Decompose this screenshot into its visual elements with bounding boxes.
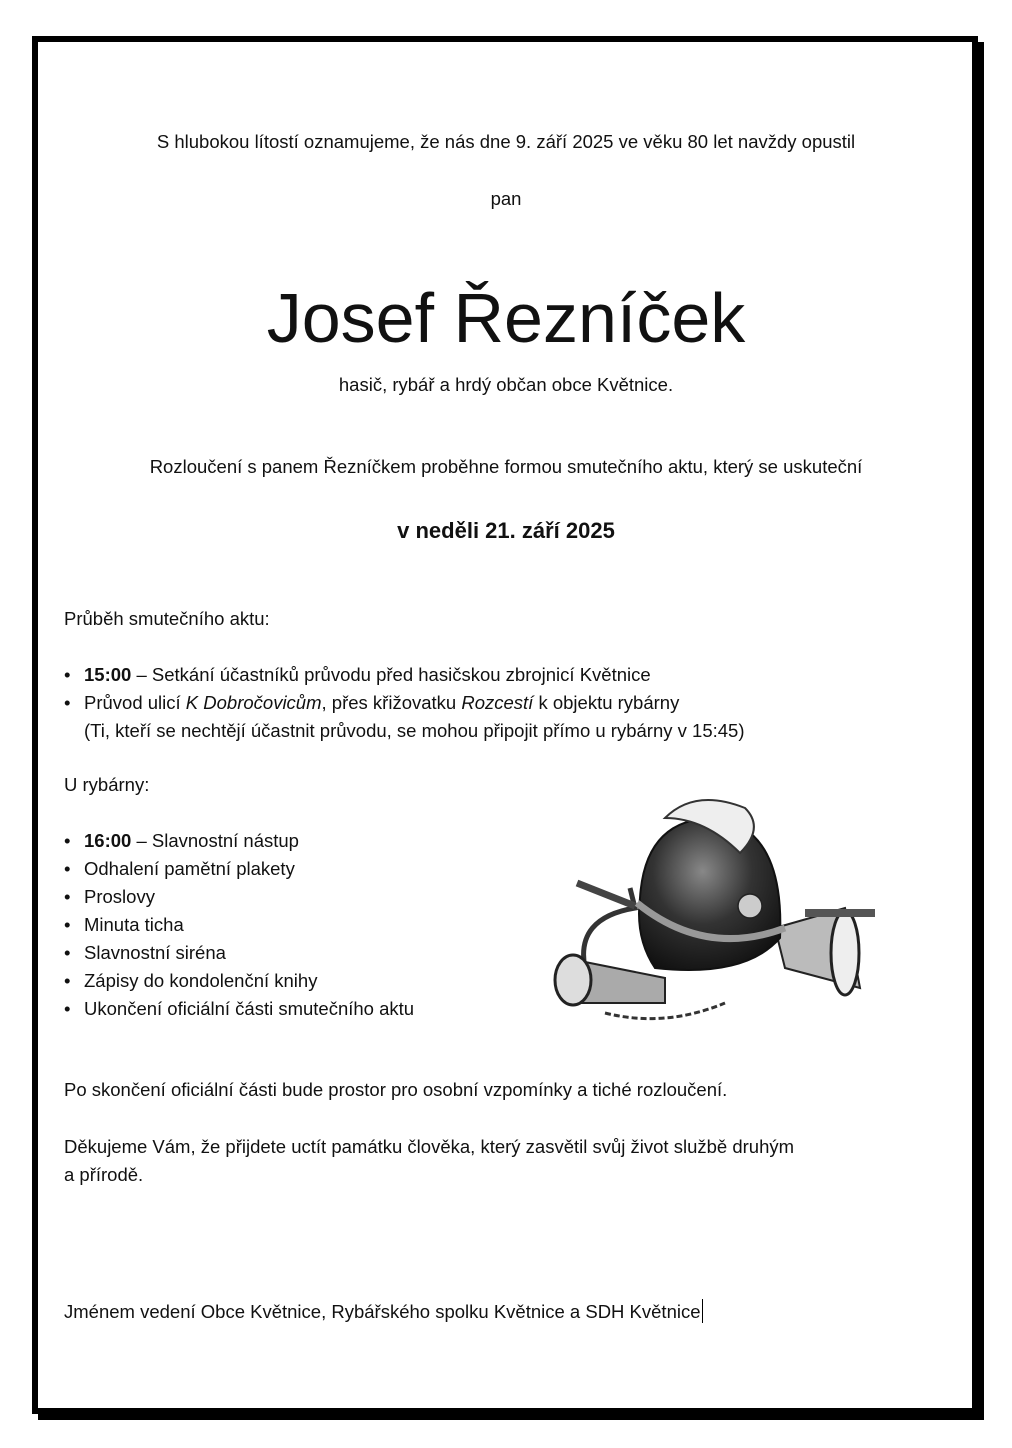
list-item: • Minuta ticha — [64, 911, 414, 939]
list-item: • Průvod ulicí K Dobročovicům, přes křižovatku Rozcestí k objektu rybárny — [64, 689, 679, 717]
list-item: • Proslovy — [64, 883, 414, 911]
thanks-line-2: a přírodě. — [64, 1164, 144, 1185]
intro-text: S hlubokou lítostí oznamujeme, že nás dne 9. září 2025 ve věku 80 let navždy opustil — [156, 131, 856, 152]
signature-line: Jménem vedení Obce Květnice, Rybářského spolku Květnice a SDH Květnice — [64, 1298, 703, 1326]
program-note: (Ti, kteří se nechtějí účastnit průvodu, se mohou připojit přímo u rybárny v 15:45) — [84, 720, 745, 741]
fishery-list — [64, 827, 414, 1023]
list-item: • Slavnostní siréna — [64, 939, 414, 967]
after-text: Po skončení oficiální části bude prostor pro osobní vzpomínky a tiché rozloučení. — [64, 1079, 728, 1100]
list-item: • Odhalení pamětní plakety — [64, 855, 414, 883]
list-item: • Zápisy do kondolenční knihy — [64, 967, 414, 995]
description: hasič, rybář a hrdý občan obce Květnice. — [338, 374, 674, 395]
program-list — [64, 661, 679, 717]
firefighter-helmet-icon — [545, 788, 885, 1043]
ceremony-date: v neděli 21. září 2025 — [397, 518, 615, 543]
fishery-heading: U rybárny: — [64, 774, 150, 795]
honorific: pan — [490, 188, 522, 209]
thanks-line-1: Děkujeme Vám, že přijdete uctít památku člověka, který zasvětil svůj život službě druhým — [64, 1136, 795, 1157]
deceased-name: Josef Řezníček — [266, 279, 746, 357]
program-heading: Průběh smutečního aktu: — [64, 608, 270, 629]
list-item: • 15:00 – Setkání účastníků průvodu před hasičskou zbrojnicí Květnice — [64, 661, 679, 689]
text-cursor — [702, 1299, 704, 1323]
list-item: • 16:00 – Slavnostní nástup — [64, 827, 414, 855]
list-item: • Ukončení oficiální části smutečního aktu — [64, 995, 414, 1023]
farewell-intro: Rozloučení s panem Řezníčkem proběhne formou smutečního aktu, který se uskuteční — [149, 456, 863, 477]
